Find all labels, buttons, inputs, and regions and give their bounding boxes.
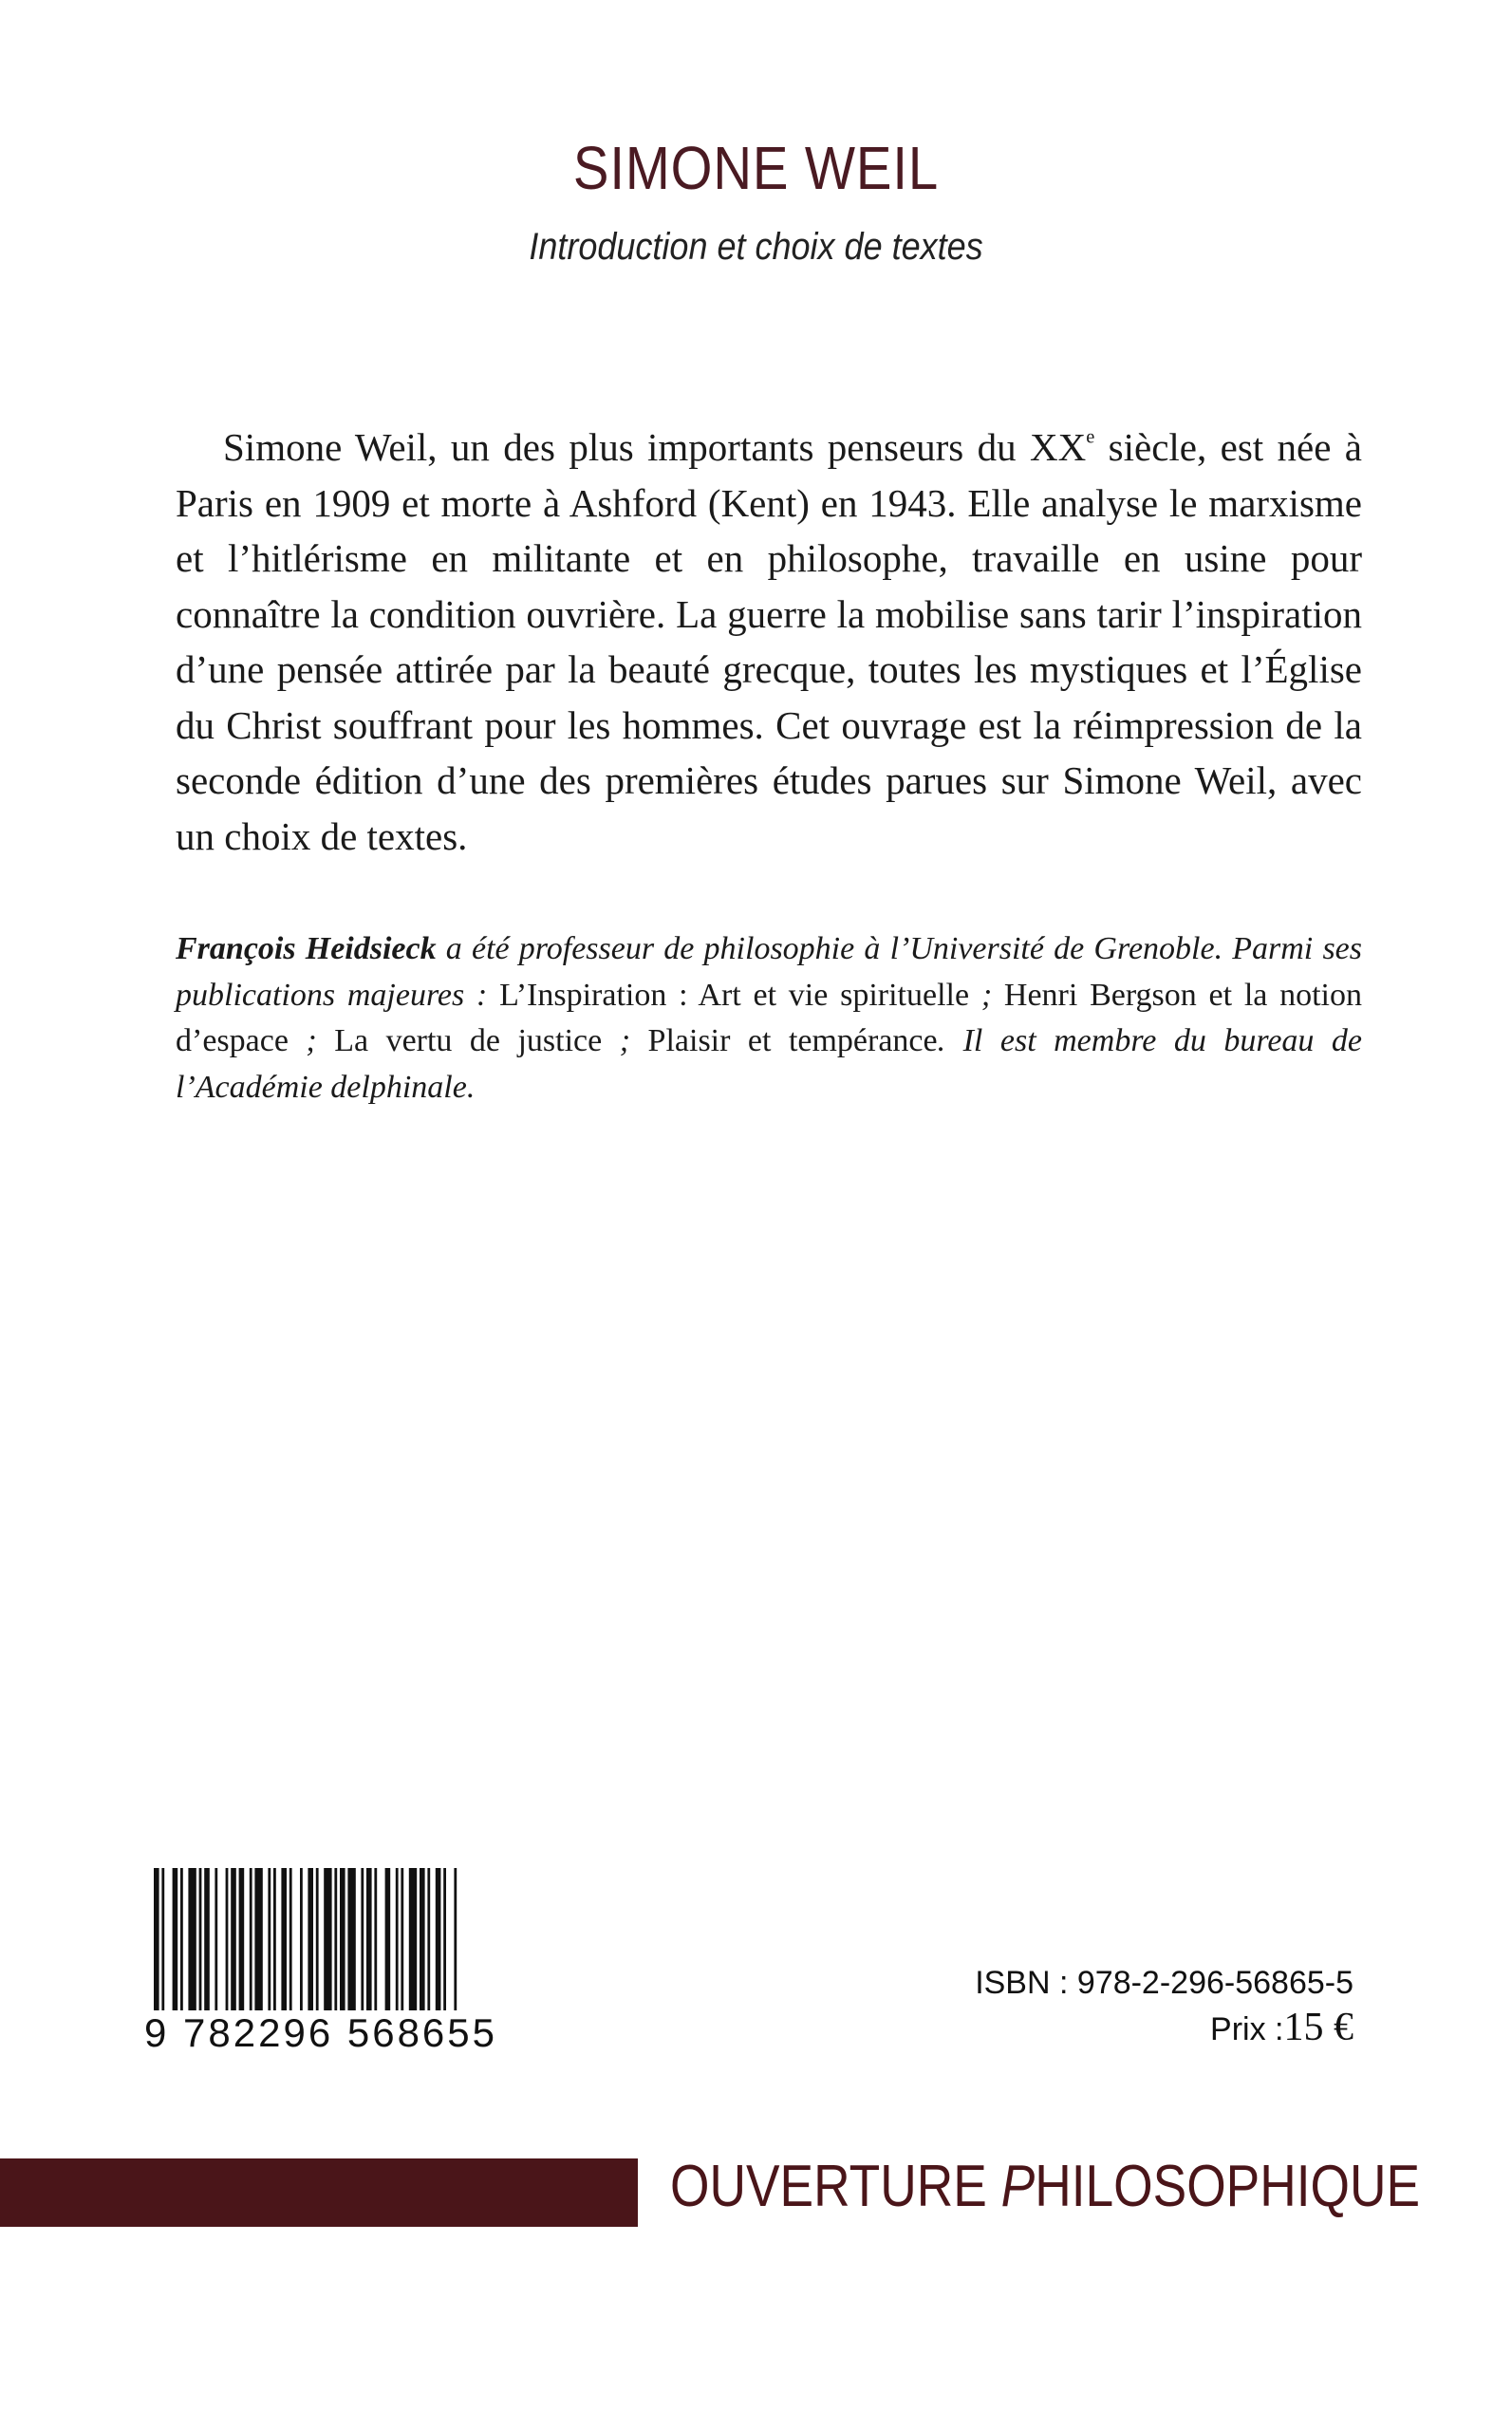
barcode-bar [420,1868,425,2010]
barcode-bar [281,1868,287,2010]
barcode-digits: 9 782296 568655 [144,2010,497,2055]
author-bio-outro: . Il est membre du bureau de l’Académie delphinale. [176,1023,1362,1105]
publication-4: Plaisir et tempérance [647,1023,938,1058]
barcode-bar [204,1868,210,2010]
barcode-bar [226,1868,229,2010]
book-title: SIMONE WEIL [572,134,940,202]
price-value: 15 € [1283,2006,1353,2049]
barcode-bar [347,1868,355,2010]
barcode-bar [361,1868,364,2010]
barcode-bar [366,1868,372,2010]
barcode-bar [215,1868,217,2010]
barcode-bar [199,1868,202,2010]
barcode-bar [436,1868,441,2010]
barcode-bar [300,1868,303,2010]
collection-color-bar [0,2158,638,2227]
author-bio [176,926,1362,1111]
publication-1: L’Inspiration : Art et vie spirituelle [499,977,970,1013]
barcode-bar [324,1868,331,2010]
barcode-bar [385,1868,391,2010]
blurb-text-rest: siècle, est née à Paris en 1909 et morte à Ashford (Kent) en 1943. Elle analyse le marxisme et l’hitlérisme en militante et en philosophe, travaille en usine pour connaître la condition ouvrière. La guerre la mobilise sans tarir l’inspiration d’une pensée attirée par la beauté grecque, toutes les mystiques et l’Église du Christ souffrant pour les hommes. Cet ouvrage est la réimpression de la seconde édition d’une des premières études parues sur Simone Weil, avec un choix de textes. [176,425,1362,858]
barcode-bar [154,1868,159,2010]
publication-3: La vertu de justice [334,1023,603,1058]
barcode-bar [188,1868,196,2010]
barcode-bar [316,1868,319,2010]
barcode-bar [161,1868,164,2010]
barcode-bar [427,1868,430,2010]
back-cover-blurb [176,420,1362,864]
collection-name: OUVERTURE PHILOSOPHIQUE [670,2154,1421,2219]
barcode-bar [250,1868,252,2010]
barcode-bar [308,1868,313,2010]
barcode-bar [231,1868,236,2010]
separator: ; [602,1023,648,1058]
barcode-bar [340,1868,345,2010]
barcode-bar [239,1868,245,2010]
publication-2: Henri Bergson et la notion d’espace [176,977,1363,1058]
barcode-bar [401,1868,403,2010]
century-superscript: e [1086,426,1095,448]
barcode-bar [273,1868,276,2010]
barcode-bar [254,1868,262,2010]
separator: ; [969,977,1004,1013]
author-name: François Heidsieck [176,931,437,966]
blurb-text-start: Simone Weil, un des plus importants penseurs du XX [223,425,1087,469]
separator: ; [288,1023,335,1058]
barcode-bar [334,1868,337,2010]
barcode-bar [409,1868,417,2010]
barcode-bar [289,1868,292,2010]
author-bio-intro: a été professeur de philosophie à l’Université de Grenoble. Parmi ses publications majeures : [176,931,1362,1013]
barcode-bar [180,1868,183,2010]
barcode-bar [454,1868,457,2010]
barcode-bar [374,1868,377,2010]
price-label: Prix : [1210,2011,1284,2047]
barcode-bar [268,1868,271,2010]
barcode-bar [396,1868,399,2010]
barcode-bar [173,1868,178,2010]
barcode-bar [443,1868,446,2010]
isbn: ISBN : 978-2-296-56865-5 [975,1965,1353,2001]
price [1210,2005,1353,2050]
book-subtitle: Introduction et choix de textes [529,226,983,268]
